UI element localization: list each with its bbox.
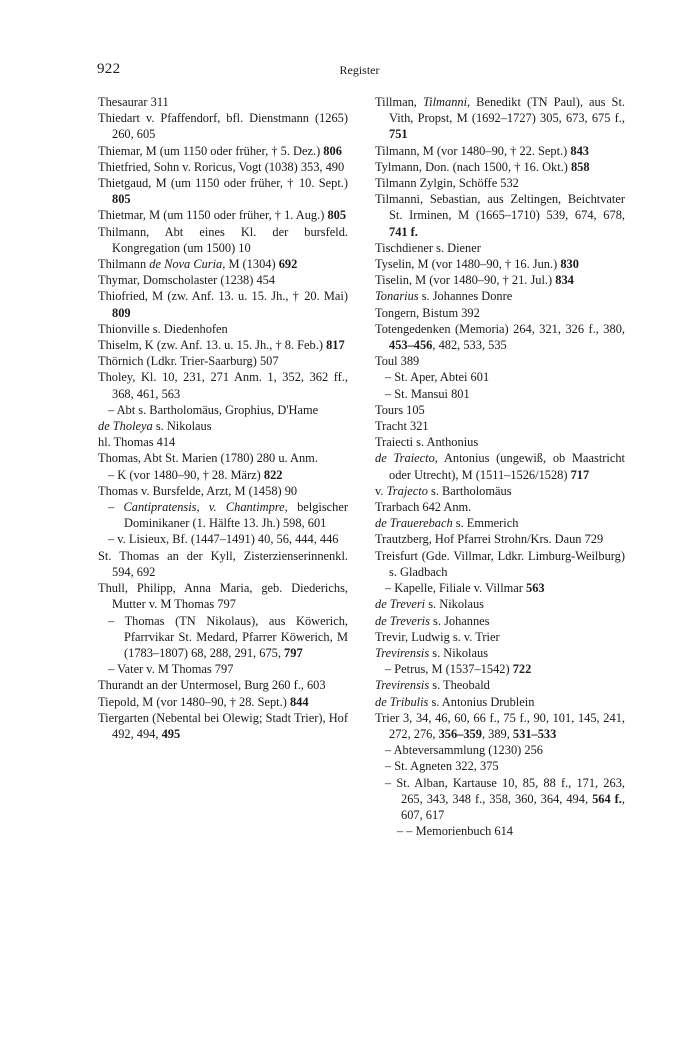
italic-term: Trevirensis xyxy=(375,678,430,693)
index-entry xyxy=(375,386,625,402)
index-entry xyxy=(375,742,625,758)
entry-text: Tyselin, M (vor 1480–90, † 16. Jun.) xyxy=(375,257,561,272)
index-entry xyxy=(375,321,629,353)
index-entry xyxy=(375,596,625,612)
italic-term: de Tholeya xyxy=(98,419,153,434)
index-entry xyxy=(375,694,625,710)
index-entry xyxy=(375,580,625,596)
entry-text: – St. Alban, Kartause 10, 85, 88 f., 171, 263, 265, 343, 348 f., 358, 360, 364, 494, xyxy=(385,775,629,806)
index-entry xyxy=(98,224,352,256)
index-entry xyxy=(375,823,625,839)
index-entry xyxy=(375,450,629,482)
entry-text: Tylmann, Don. (nach 1500, † 16. Okt.) xyxy=(375,159,571,174)
entry-text: – Vater v. M Thomas 797 xyxy=(108,662,234,677)
entry-text: Thurandt an der Untermosel, Burg 260 f., 603 xyxy=(98,678,326,693)
running-head: Register xyxy=(339,63,380,77)
entry-text: Tiepold, M (vor 1480–90, † 28. Sept.) xyxy=(98,694,290,709)
index-entry xyxy=(375,175,625,191)
entry-text: , belgischer Dominikaner (1. Hälfte 13. Jh.) 598, 601 xyxy=(124,500,352,531)
entry-text: Thilmann xyxy=(98,257,150,272)
entry-text: Thull, Philipp, Anna Maria, geb. Diederichs, Mutter v. M Thomas 797 xyxy=(98,581,352,612)
index-entry xyxy=(375,645,625,661)
index-entry xyxy=(375,402,625,418)
index-entry xyxy=(375,661,625,677)
index-entry xyxy=(375,775,629,824)
page-reference: 531–533 xyxy=(512,726,557,741)
italic-term: de Treveris xyxy=(375,613,430,628)
entry-text: – – Memorienbuch 614 xyxy=(397,824,513,839)
entry-text: Tillman, xyxy=(375,95,423,109)
index-entry xyxy=(375,483,625,499)
italic-term: Trevirensis xyxy=(375,645,430,660)
italic-term: Cantipratensis, v. Chantimpre xyxy=(123,500,285,515)
index-entry xyxy=(98,288,352,320)
index-entry xyxy=(375,191,629,240)
entry-text: – Petrus, M (1537–1542) xyxy=(385,662,513,677)
index-entry xyxy=(98,402,348,418)
page-reference: 495 xyxy=(161,726,181,741)
entry-text: , 389, xyxy=(481,726,513,741)
index-entry xyxy=(98,499,352,531)
index-entry xyxy=(98,321,348,337)
entry-text: Trier 3, 34, 46, 60, 66 f., 75 f., 90, 101, 145, 241, 272, 276, xyxy=(375,710,629,741)
entry-text: s. Bartholomäus xyxy=(427,483,512,498)
index-entry xyxy=(98,694,348,710)
index-entry xyxy=(375,531,625,547)
page-reference: 822 xyxy=(263,467,283,482)
index-entry xyxy=(98,483,348,499)
index-entry xyxy=(98,143,348,159)
index-entry xyxy=(375,629,625,645)
italic-term: Tilmanni xyxy=(422,95,468,109)
italic-term: Trajecto xyxy=(386,483,428,498)
entry-text: Trautzberg, Hof Pfarrei Strohn/Krs. Daun 729 xyxy=(375,532,604,547)
index-entry xyxy=(98,580,352,612)
index-entry xyxy=(98,677,348,693)
page-number: 922 xyxy=(97,61,121,77)
index-entry xyxy=(98,548,352,580)
entry-text: s. Theobald xyxy=(429,678,490,693)
entry-text: Trevir, Ludwig s. v. Trier xyxy=(375,629,500,644)
entry-text: – Thomas (TN Nikolaus), aus Köwerich, Pfarrvikar St. Medard, Pfarrer Köwerich, M (1783–1807) 68, 288, 291, 675, xyxy=(108,613,352,660)
index-entry xyxy=(98,467,348,483)
italic-term: Tonarius xyxy=(375,289,419,304)
entry-text: Tilmann Zylgin, Schöffe 532 xyxy=(375,176,519,191)
page-reference: 453–456 xyxy=(389,338,433,353)
index-column-left xyxy=(98,94,352,742)
entry-text: Thiemar, M (um 1150 oder früher, † 5. Dez.) xyxy=(98,143,324,158)
index-entry xyxy=(98,710,352,742)
entry-text: – Kapelle, Filiale v. Villmar xyxy=(385,581,527,596)
index-entry xyxy=(98,531,348,547)
entry-text: s. Johannes Donre xyxy=(418,289,513,304)
index-entry xyxy=(375,548,629,580)
index-entry xyxy=(98,418,348,434)
page-reference: 564 f. xyxy=(592,791,622,806)
entry-text: – St. Agneten 322, 375 xyxy=(385,759,499,774)
entry-text: s. Johannes xyxy=(429,613,490,628)
entry-text: St. Thomas an der Kyll, Zisterzienserinnenkl. 594, 692 xyxy=(98,548,352,579)
entry-text: , 607, 617 xyxy=(401,791,629,822)
index-entry xyxy=(98,434,348,450)
italic-term: de Traiecto xyxy=(375,451,435,466)
entry-text: Thietgaud, M (um 1150 oder früher, † 10. Sept.) xyxy=(98,176,352,191)
italic-term: de Tribulis xyxy=(375,694,429,709)
index-entry xyxy=(98,110,352,142)
index-entry xyxy=(375,159,625,175)
index-entry xyxy=(98,353,348,369)
entry-text: Thomas v. Bursfelde, Arzt, M (1458) 90 xyxy=(98,483,298,498)
entry-text: Totengedenken (Memoria) 264, 321, 326 f., 380, xyxy=(375,321,629,336)
entry-text: – St. Mansui 801 xyxy=(385,386,470,401)
index-entry xyxy=(375,434,625,450)
entry-text: – v. Lisieux, Bf. (1447–1491) 40, 56, 444, 446 xyxy=(108,532,339,547)
index-entry xyxy=(98,94,348,110)
italic-term: de Nova Curia xyxy=(149,257,223,272)
entry-text: – K (vor 1480–90, † 28. März) xyxy=(108,467,264,482)
index-entry xyxy=(375,758,625,774)
index-entry xyxy=(375,499,625,515)
page-reference: 692 xyxy=(278,257,298,272)
entry-text: s. Emmerich xyxy=(452,516,519,531)
page-reference: 843 xyxy=(570,143,589,158)
page-reference: 844 xyxy=(289,694,309,709)
entry-text: – Abt s. Bartholomäus, Grophius, D'Hame xyxy=(108,402,319,417)
index-entry xyxy=(98,207,348,223)
entry-text: s. Nikolaus xyxy=(152,419,212,434)
entry-text: Tiergarten (Nebental bei Olewig; Stadt Trier), Hof 492, 494, xyxy=(98,710,352,741)
entry-text: Thesaurar 311 xyxy=(98,95,169,109)
entry-text: s. Antonius Drublein xyxy=(428,694,535,709)
index-entry xyxy=(98,337,348,353)
entry-text: Thiofried, M (zw. Anf. 13. u. 15. Jh., † 20. Mai) xyxy=(98,289,352,304)
page-reference: 797 xyxy=(284,645,303,660)
entry-text: , 482, 533, 535 xyxy=(432,338,507,353)
entry-text: Thionville s. Diedenhofen xyxy=(98,321,228,336)
italic-term: de Trauerebach xyxy=(375,516,453,531)
index-entry xyxy=(375,613,625,629)
entry-text: Thietfried, Sohn v. Roricus, Vogt (1038) 353, 490 xyxy=(98,159,345,174)
index-entry xyxy=(98,175,352,207)
entry-text: Thietmar, M (um 1150 oder früher, † 1. Aug.) xyxy=(98,208,328,223)
index-entry xyxy=(98,272,348,288)
index-entry xyxy=(375,272,625,288)
page-reference: 834 xyxy=(555,273,574,288)
page-header xyxy=(97,61,622,83)
entry-text: – xyxy=(108,500,124,515)
entry-text: v. xyxy=(375,483,387,498)
entry-text: Tilmanni, Sebastian, aus Zeltingen, Beichtvater St. Irminen, M (1665–1710) 539, 674, 678, xyxy=(375,192,629,223)
page-reference: 817 xyxy=(326,338,345,353)
index-entry xyxy=(375,369,625,385)
entry-text: s. Nikolaus xyxy=(425,597,484,612)
index-entry xyxy=(375,305,625,321)
index-entry xyxy=(98,256,348,272)
entry-text: – Abteversammlung (1230) 256 xyxy=(385,743,543,758)
entry-text: Thomas, Abt St. Marien (1780) 280 u. Anm. xyxy=(98,451,318,466)
index-entry xyxy=(375,677,625,693)
entry-text: s. Nikolaus xyxy=(429,645,489,660)
page-reference: 809 xyxy=(112,305,131,320)
page-reference: 858 xyxy=(570,159,590,174)
entry-text: , Antonius (ungewiß, ob Maastricht oder Utrecht), M (1511–1526/1528) xyxy=(389,451,629,482)
index-entry xyxy=(98,369,352,401)
index-entry xyxy=(98,613,352,662)
index-entry xyxy=(375,418,625,434)
index-entry xyxy=(375,288,625,304)
entry-text: hl. Thomas 414 xyxy=(98,435,176,450)
entry-text: – St. Aper, Abtei 601 xyxy=(385,370,490,385)
entry-text: Thörnich (Ldkr. Trier-Saarburg) 507 xyxy=(98,354,279,369)
entry-text: Tongern, Bistum 392 xyxy=(375,305,480,320)
page-reference: 806 xyxy=(323,143,342,158)
page-reference: 741 f. xyxy=(389,224,418,239)
page-reference: 356–359 xyxy=(438,726,482,741)
italic-term: de Treveri xyxy=(375,597,426,612)
entry-text: Trarbach 642 Anm. xyxy=(375,500,472,515)
entry-text: Thilmann, Abt eines Kl. der bursfeld. Kongregation (um 1500) 10 xyxy=(98,224,352,255)
entry-text: Thymar, Domscholaster (1238) 454 xyxy=(98,273,276,288)
entry-text: Thiedart v. Pfaffendorf, bfl. Dienstmann (1265) 260, 605 xyxy=(98,111,352,142)
index-entry xyxy=(98,450,348,466)
index-entry xyxy=(375,710,629,742)
page-reference: 563 xyxy=(526,581,545,596)
index-column-right xyxy=(375,94,629,839)
page-reference: 717 xyxy=(570,467,590,482)
entry-text: Thiselm, K (zw. Anf. 13. u. 15. Jh., † 8. Feb.) xyxy=(98,338,327,353)
index-entry xyxy=(98,661,348,677)
page-reference: 805 xyxy=(327,208,347,223)
entry-text: Tracht 321 xyxy=(375,419,429,434)
entry-text: Treisfurt (Gde. Villmar, Ldkr. Limburg-Weilburg) s. Gladbach xyxy=(375,548,629,579)
entry-text: Traiecti s. Anthonius xyxy=(375,435,479,450)
entry-text: Tholey, Kl. 10, 231, 271 Anm. 1, 352, 362 ff., 368, 461, 563 xyxy=(98,370,352,401)
index-entry xyxy=(375,94,629,143)
index-entry xyxy=(375,256,625,272)
page-reference: 722 xyxy=(512,662,532,677)
entry-text: Toul 389 xyxy=(375,354,420,369)
page-reference: 751 xyxy=(389,127,408,142)
entry-text: Tiselin, M (vor 1480–90, † 21. Jul.) xyxy=(375,273,556,288)
entry-text: , Benedikt (TN Paul), aus St. Vith, Propst, M (1692–1727) 305, 673, 675 f., xyxy=(389,95,629,126)
entry-text: Tours 105 xyxy=(375,402,425,417)
index-entry xyxy=(375,240,625,256)
entry-text: , M (1304) xyxy=(222,257,279,272)
index-entry xyxy=(375,353,625,369)
index-entry xyxy=(375,515,625,531)
index-entry xyxy=(98,159,348,175)
page-reference: 830 xyxy=(560,257,579,272)
entry-text: Tischdiener s. Diener xyxy=(375,240,481,255)
page-reference: 805 xyxy=(112,192,131,207)
index-entry xyxy=(375,143,625,159)
entry-text: Tilmann, M (vor 1480–90, † 22. Sept.) xyxy=(375,143,571,158)
